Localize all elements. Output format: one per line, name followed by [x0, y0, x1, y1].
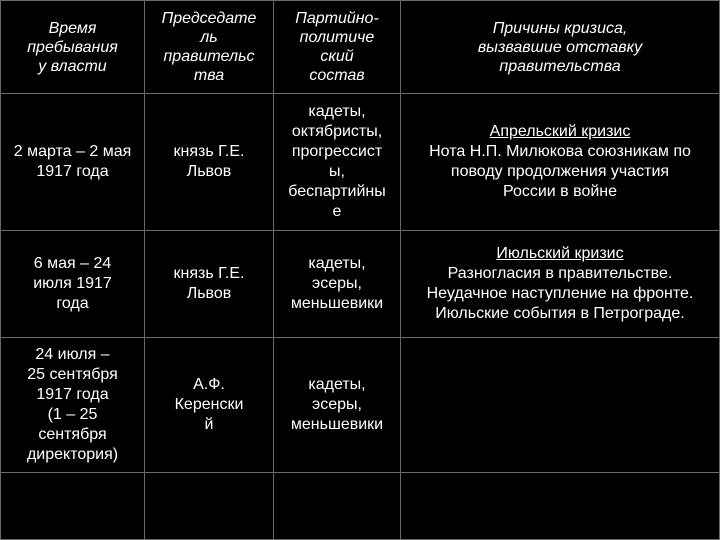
row2-period — [0, 230, 145, 338]
row1-period — [0, 93, 145, 231]
party-line: беспартийны — [288, 183, 386, 200]
header-chairman — [144, 0, 274, 94]
row3-chairman — [144, 337, 274, 473]
row2-chairman — [144, 230, 274, 338]
party-line: е — [332, 203, 342, 220]
party-line: меньшевики — [290, 416, 384, 433]
reason-title: Июльский кризис — [496, 245, 624, 262]
header-period-line: Время — [48, 19, 97, 37]
party-line: октябристы, — [291, 123, 383, 140]
row2-party — [273, 230, 401, 338]
row4-party — [273, 472, 401, 540]
period-line: 1917 года — [36, 386, 109, 403]
chairman-line: й — [204, 416, 214, 433]
party-line: эсеры, — [312, 275, 362, 292]
header-chairman-line: Председате — [161, 10, 257, 27]
period-line: 2 марта – 2 мая — [13, 143, 132, 160]
row1-party — [273, 93, 401, 231]
party-line: эсеры, — [312, 396, 362, 413]
chairman-line: Львов — [186, 163, 232, 180]
header-reasons — [400, 0, 720, 94]
row3-period — [0, 337, 145, 473]
header-party-line: политиче — [299, 29, 375, 46]
row4-period — [0, 472, 145, 540]
header-party-line: ский — [320, 48, 354, 65]
chairman-line: князь Г.Е. — [173, 143, 245, 160]
reason-line: Нота Н.П. Милюкова союзникам по — [429, 143, 691, 160]
party-line: меньшевики — [290, 295, 384, 312]
header-party-line: Партийно- — [295, 10, 379, 27]
period-line: 24 июля – — [35, 346, 110, 363]
reason-line: Июльские события в Петрограде. — [435, 305, 685, 322]
period-line: (1 – 25 — [47, 406, 98, 423]
row1-reasons — [400, 93, 720, 231]
chairman-line: князь Г.Е. — [173, 265, 245, 282]
reason-line: Разногласия в правительстве. — [447, 265, 673, 282]
row2-reasons — [400, 230, 720, 338]
reason-line: Неудачное наступление на фронте. — [426, 285, 694, 302]
chairman-line: Львов — [186, 285, 232, 302]
header-chairman-line: ль — [200, 29, 218, 46]
period-line: 1917 года — [36, 163, 109, 180]
period-line: сентября — [38, 426, 107, 443]
reason-line: России в войне — [502, 183, 618, 200]
period-line: 6 мая – 24 — [33, 255, 112, 272]
party-line: прогрессист — [291, 143, 383, 160]
period-line: года — [56, 295, 89, 312]
period-line: июля 1917 — [33, 275, 112, 292]
party-line: кадеты, — [308, 255, 366, 272]
header-party-line: состав — [309, 67, 365, 84]
header-chairman-line: тва — [193, 67, 225, 84]
chairman-line: А.Ф. — [193, 376, 225, 393]
period-line: директория) — [26, 446, 119, 463]
reason-line: поводу продолжения участия — [450, 163, 670, 180]
period-line: 25 сентября — [27, 366, 118, 383]
row1-chairman — [144, 93, 274, 231]
header-reasons-line: вызвавшие отставку — [477, 38, 643, 56]
row4-chairman — [144, 472, 274, 540]
party-line: кадеты, — [308, 376, 366, 393]
party-line: ы, — [329, 163, 345, 180]
chairman-line: Керенски — [174, 396, 244, 413]
header-period — [0, 0, 145, 94]
header-reasons-line: правительства — [499, 57, 621, 75]
row3-party — [273, 337, 401, 473]
row4-reasons — [400, 472, 720, 540]
header-reasons-line: Причины кризиса, — [492, 19, 628, 37]
reason-title: Апрельский кризис — [489, 123, 631, 140]
row3-reasons — [400, 337, 720, 473]
header-party — [273, 0, 401, 94]
header-period-line: пребывания — [27, 38, 118, 56]
header-chairman-line: правительс — [163, 48, 255, 65]
header-period-line: у власти — [38, 57, 107, 75]
party-line: кадеты, — [308, 103, 366, 120]
